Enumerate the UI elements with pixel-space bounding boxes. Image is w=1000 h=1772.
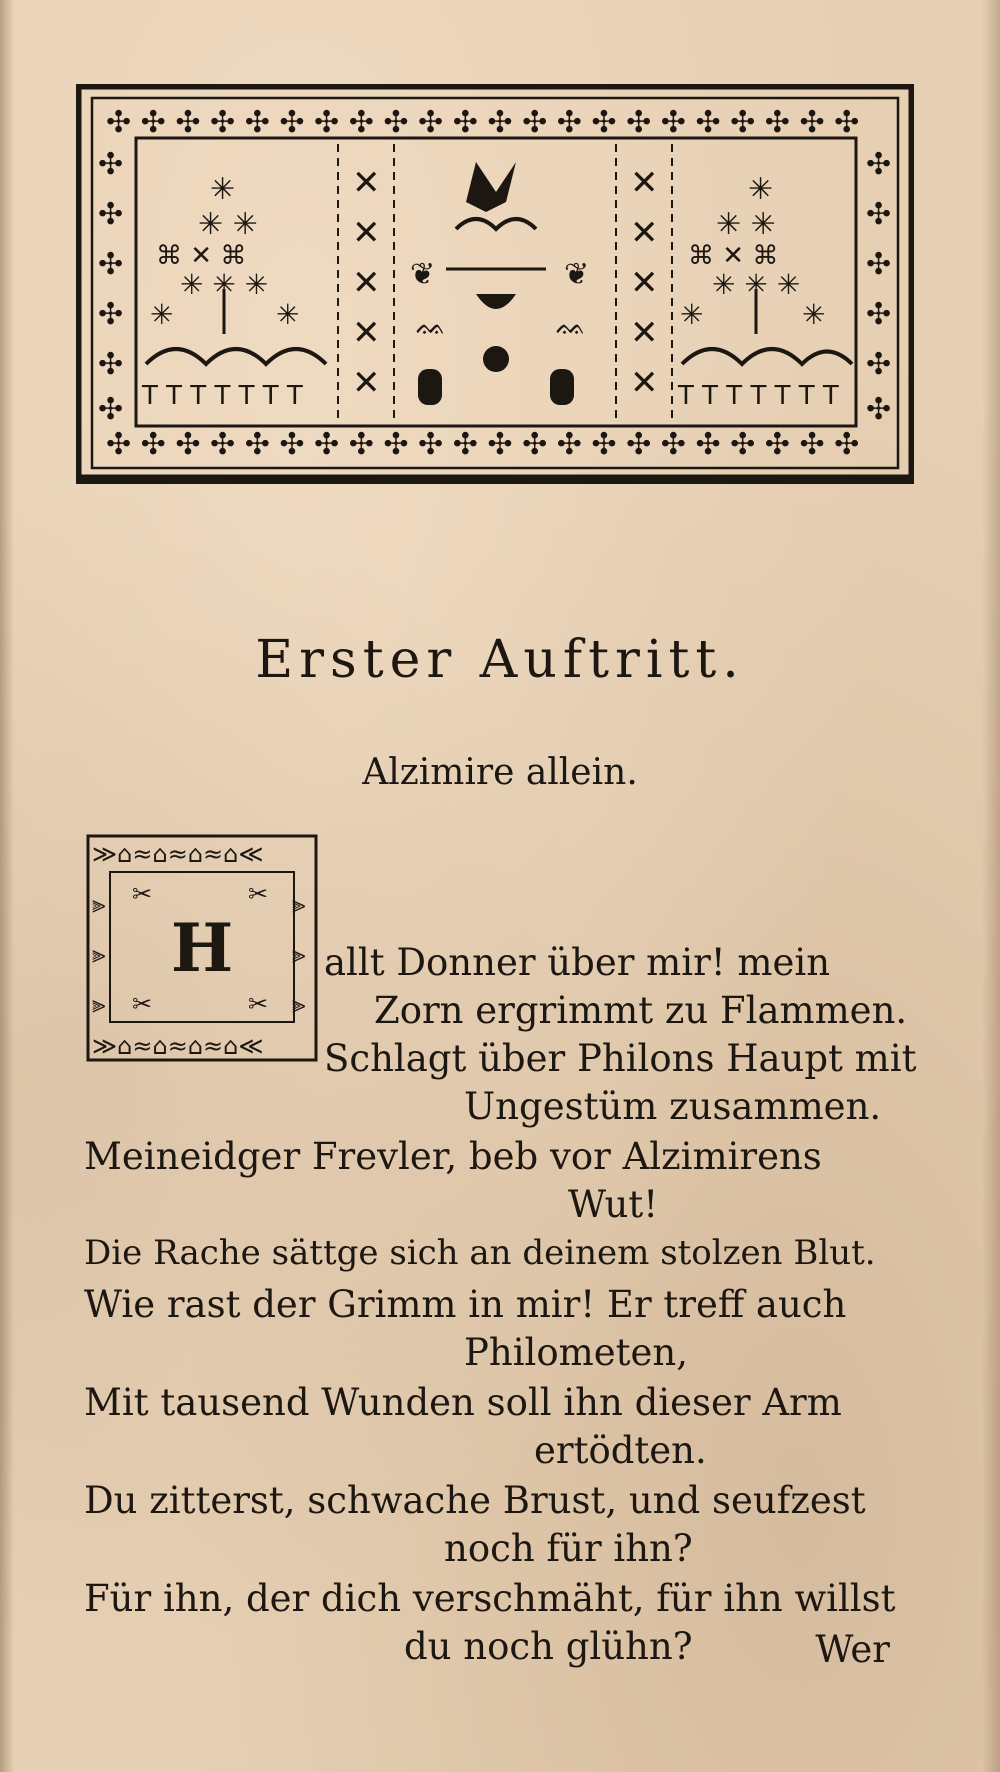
svg-text:≫⌂≈⌂≈⌂≈⌂≪: ≫⌂≈⌂≈⌂≈⌂≪ bbox=[92, 840, 264, 868]
svg-text:✣: ✣ bbox=[866, 297, 892, 332]
svg-text:✣ ✣ ✣ ✣ ✣ ✣ ✣ ✣ ✣ ✣ ✣ ✣ ✣ ✣ ✣: ✣ ✣ ✣ ✣ ✣ ✣ ✣ ✣ ✣ ✣ ✣ ✣ ✣ ✣ ✣ ✣ ✣ ✣ ✣ ✣ ✣ ✣ bbox=[106, 427, 860, 462]
svg-text:✳: ✳ bbox=[210, 172, 236, 207]
svg-text:✕: ✕ bbox=[352, 213, 381, 253]
drop-cap-letter: H bbox=[170, 909, 234, 987]
svg-text:✳ ✳: ✳ ✳ bbox=[716, 207, 776, 242]
svg-text:✳: ✳ bbox=[276, 298, 300, 331]
verse-line: Die Rache sättge sich an deinem stolzen Blut. bbox=[84, 1233, 876, 1273]
svg-text:✳: ✳ bbox=[680, 298, 704, 331]
verse-line: du noch glühn? bbox=[404, 1625, 693, 1668]
verse-line: Meineidger Frevler, beb vor Alzimirens bbox=[84, 1135, 822, 1178]
svg-text:✂: ✂ bbox=[132, 990, 153, 1018]
svg-text:✕: ✕ bbox=[630, 213, 659, 253]
svg-text:✣: ✣ bbox=[866, 347, 892, 382]
svg-text:✂: ✂ bbox=[132, 880, 153, 908]
verse-line: allt Donner über mir! mein bbox=[324, 941, 831, 984]
svg-text:ᨐ: ᨐ bbox=[556, 311, 587, 341]
svg-text:⌘ ✕ ⌘: ⌘ ✕ ⌘ bbox=[156, 241, 247, 271]
svg-text:✳: ✳ bbox=[748, 172, 774, 207]
verse-line: Zorn ergrimmt zu Flammen. bbox=[374, 989, 908, 1032]
svg-text:✕: ✕ bbox=[630, 313, 659, 353]
verse-line: Wie rast der Grimm in mir! Er treff auch bbox=[84, 1283, 847, 1326]
svg-text:✣: ✣ bbox=[98, 197, 124, 232]
verse-line: Schlagt über Philons Haupt mit bbox=[324, 1037, 917, 1080]
svg-text:✕: ✕ bbox=[630, 263, 659, 303]
svg-text:✳ ✳ ✳: ✳ ✳ ✳ bbox=[180, 268, 269, 301]
svg-text:⫸: ⫸ bbox=[92, 940, 106, 968]
verse-line: Für ihn, der dich verschmäht, für ihn willst bbox=[84, 1577, 896, 1620]
svg-text:✣: ✣ bbox=[98, 247, 124, 282]
verse-line: Ungestüm zusammen. bbox=[464, 1085, 882, 1128]
verse-line: ertödten. bbox=[534, 1429, 707, 1472]
scene-title: Erster Auftritt. bbox=[255, 630, 745, 690]
verse-line: Wut! bbox=[568, 1183, 659, 1226]
svg-text:✕: ✕ bbox=[630, 363, 659, 403]
svg-text:⫸: ⫸ bbox=[292, 890, 306, 918]
svg-text:✕: ✕ bbox=[352, 263, 381, 303]
svg-text:⫸: ⫸ bbox=[292, 940, 306, 968]
verse-line: noch für ihn? bbox=[444, 1527, 693, 1570]
svg-text:✳ ✳ ✳: ✳ ✳ ✳ bbox=[712, 268, 801, 301]
svg-text:T T T T T T T: T T T T T T T bbox=[142, 381, 303, 411]
svg-text:✣: ✣ bbox=[98, 392, 124, 427]
svg-text:✣: ✣ bbox=[866, 147, 892, 182]
ornamental-headpiece bbox=[76, 84, 914, 484]
cast-line: Alzimire allein. bbox=[362, 752, 638, 793]
verse-line: Philometen, bbox=[464, 1331, 689, 1374]
drop-cap-ornament bbox=[84, 832, 320, 1064]
svg-text:✳: ✳ bbox=[150, 298, 174, 331]
svg-text:✣: ✣ bbox=[98, 297, 124, 332]
svg-text:T T T T T T T: T T T T T T T bbox=[678, 381, 839, 411]
svg-text:≫⌂≈⌂≈⌂≈⌂≪: ≫⌂≈⌂≈⌂≈⌂≪ bbox=[92, 1032, 264, 1060]
svg-text:✕: ✕ bbox=[352, 313, 381, 353]
verse-line: Mit tausend Wunden soll ihn dieser Arm bbox=[84, 1381, 842, 1424]
catchword: Wer bbox=[815, 1628, 890, 1671]
svg-text:✣: ✣ bbox=[866, 247, 892, 282]
page-edge-shadow-left bbox=[0, 0, 14, 1772]
svg-text:❦: ❦ bbox=[410, 257, 436, 292]
svg-text:✕: ✕ bbox=[352, 363, 381, 403]
page-edge-shadow-right bbox=[982, 0, 1000, 1772]
svg-text:✕: ✕ bbox=[630, 163, 659, 203]
svg-text:✳ ✳: ✳ ✳ bbox=[198, 207, 258, 242]
svg-text:ᨐ: ᨐ bbox=[416, 311, 447, 341]
svg-text:✕: ✕ bbox=[352, 163, 381, 203]
svg-text:✣: ✣ bbox=[866, 197, 892, 232]
svg-text:⫸: ⫸ bbox=[92, 890, 106, 918]
svg-text:⌘ ✕ ⌘: ⌘ ✕ ⌘ bbox=[688, 241, 779, 271]
svg-text:✳: ✳ bbox=[802, 298, 826, 331]
svg-text:⫸: ⫸ bbox=[92, 990, 106, 1018]
svg-text:✣ ✣ ✣ ✣ ✣ ✣ ✣ ✣ ✣ ✣ ✣ ✣ ✣ ✣ ✣: ✣ ✣ ✣ ✣ ✣ ✣ ✣ ✣ ✣ ✣ ✣ ✣ ✣ ✣ ✣ ✣ ✣ ✣ ✣ ✣ ✣ ✣ bbox=[106, 105, 860, 140]
svg-text:✂: ✂ bbox=[248, 880, 269, 908]
svg-text:✣: ✣ bbox=[98, 147, 124, 182]
svg-text:⫸: ⫸ bbox=[292, 990, 306, 1018]
svg-text:✣: ✣ bbox=[98, 347, 124, 382]
verse-line: Du zitterst, schwache Brust, und seufzest bbox=[84, 1479, 866, 1522]
svg-text:❦: ❦ bbox=[564, 257, 590, 292]
svg-text:✣: ✣ bbox=[866, 392, 892, 427]
svg-text:✂: ✂ bbox=[248, 990, 269, 1018]
